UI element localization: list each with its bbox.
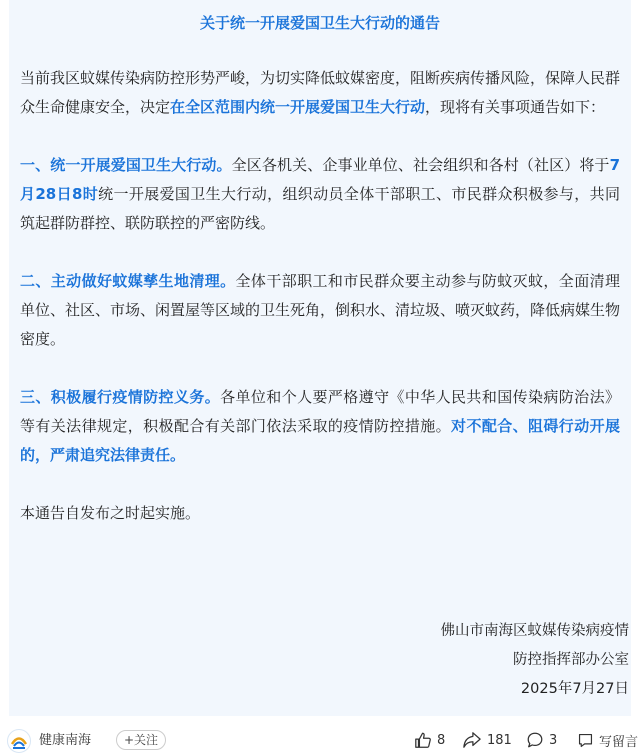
item3-heading: 三、积极履行疫情防控义务。 xyxy=(20,388,221,406)
item1-heading: 一、统一开展爱国卫生大行动。 xyxy=(20,156,232,174)
notice-item-3 xyxy=(20,383,620,470)
like-icon xyxy=(414,731,432,749)
like-count: 8 xyxy=(437,732,446,748)
notice-date: 2025年7月27日 xyxy=(520,681,629,697)
notice-card xyxy=(9,0,631,716)
notice-item-2 xyxy=(20,267,620,354)
notice-signature xyxy=(441,617,630,704)
share-count: 181 xyxy=(487,732,512,748)
item1-time: 7月28日8时 xyxy=(20,156,620,203)
signature-line-2: 防控指挥部办公室 xyxy=(513,652,629,668)
item3-text: 各单位和个人要严格遵守《中华人民共和国传染病防治法》等有关法律规定，积极配合有关部门依法采取的疫情防控措施。 xyxy=(20,388,620,435)
intro-highlight: 在全区范围内统一开展爱国卫生大行动 xyxy=(170,98,426,116)
notice-effective: 本通告自发布之时起实施。 xyxy=(20,504,201,522)
item1-text: 全区各机关、企事业单位、社会组织和各村（社区）将于 xyxy=(231,156,610,174)
comment-button[interactable] xyxy=(526,729,557,751)
write-comment-label: 写留言 xyxy=(599,734,639,750)
write-comment-button[interactable] xyxy=(577,729,638,751)
comment-icon xyxy=(526,731,544,749)
share-button[interactable] xyxy=(462,729,512,751)
item1-text-end: 统一开展爱国卫生大行动，组织动员全体干部职工、市民群众积极参与，共同筑起群防群控、联防联控的严密防线。 xyxy=(20,185,621,232)
account-name[interactable]: 健康南海 xyxy=(39,733,92,748)
intro-text: 当前我区蚊媒传染病防控形势严峻，为切实降低蚊媒密度，阻断疾病传播风险，保障人民群众生命健康安全，决定 xyxy=(20,69,621,116)
item2-heading: 二、主动做好蚊媒孳生地清理。 xyxy=(20,272,236,290)
item2-text: 全体干部职工和市民群众要主动参与防蚊灭蚊，全面清理单位、社区、市场、闲置屋等区域的卫生死角，倒积水、清垃圾、喷灭蚊药，降低病媒生物密度。 xyxy=(20,272,621,348)
follow-button[interactable]: +关注 xyxy=(116,730,166,750)
signature-line-1: 佛山市南海区蚊媒传染病疫情 xyxy=(440,623,629,639)
notice-title: 关于统一开展爱国卫生大行动的通告 xyxy=(199,14,440,32)
write-comment-icon xyxy=(577,732,594,749)
notice-item-1 xyxy=(20,151,620,238)
item3-warning: 对不配合、阻碍行动开展的，严肃追究法律责任。 xyxy=(20,417,620,464)
intro-text-end: ，现将有关事项通告如下： xyxy=(425,98,606,116)
like-button[interactable] xyxy=(414,729,445,751)
logo-icon[interactable] xyxy=(7,729,31,753)
comment-count: 3 xyxy=(549,732,558,748)
notice-intro xyxy=(20,64,620,122)
post-footer xyxy=(0,716,640,753)
share-icon xyxy=(462,731,482,749)
